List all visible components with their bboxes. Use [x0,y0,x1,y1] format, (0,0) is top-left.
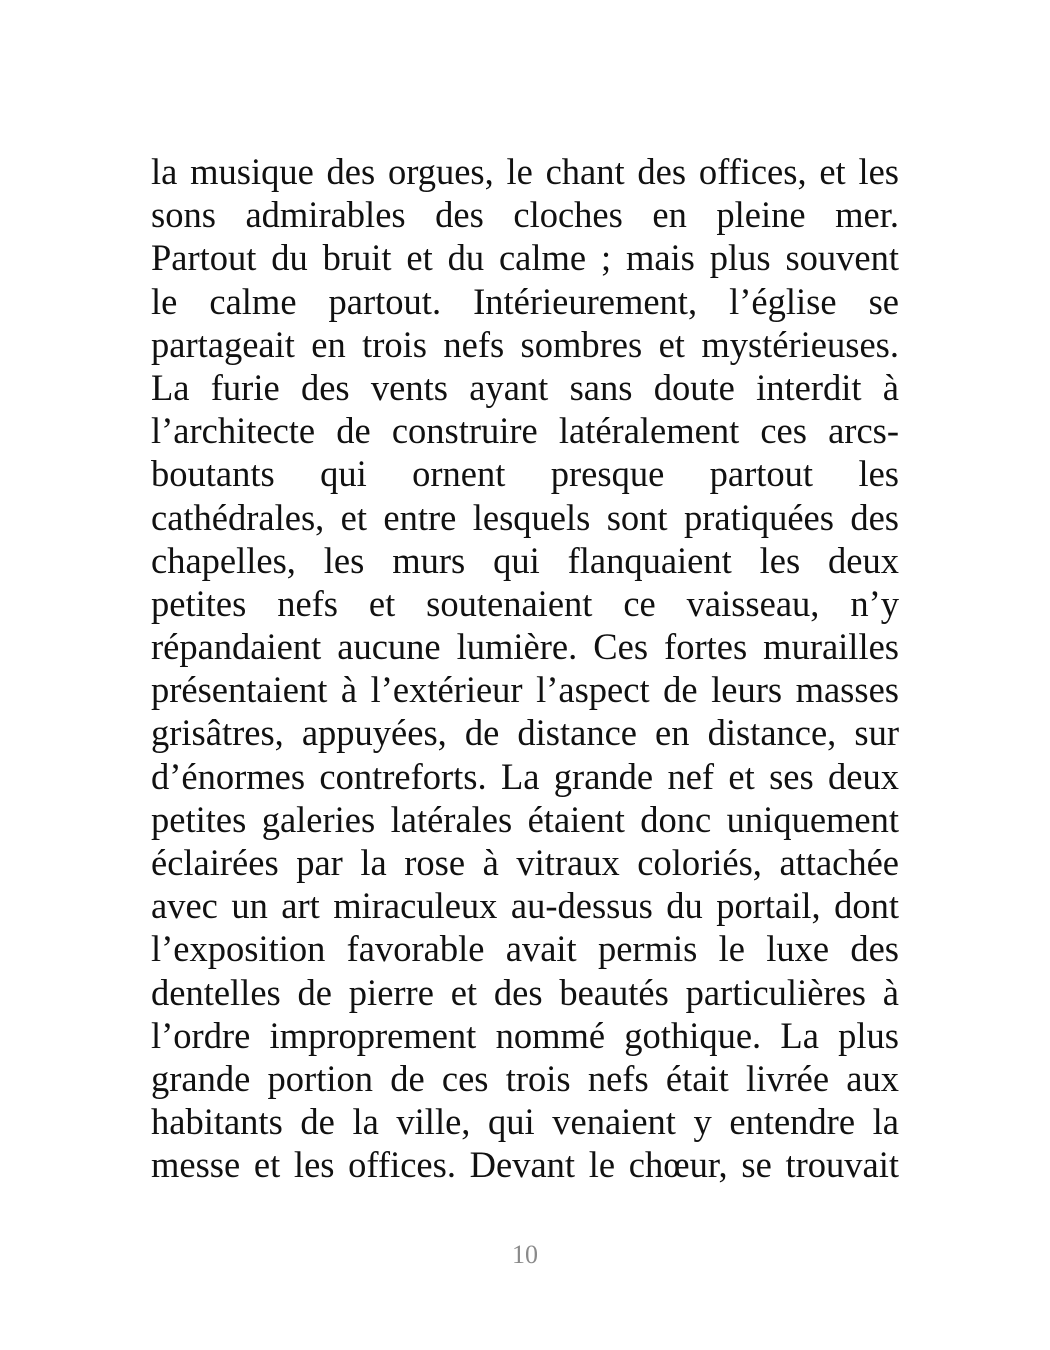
text-line: sons admirables des cloches en pleine mer. [151,194,899,236]
text-line: cathédrales, et entre lesquels sont pratiquées des [151,496,899,538]
text-line: l’exposition favorable avait permis le luxe des [151,928,899,970]
text-line: dentelles de pierre et des beautés particulières à [151,971,899,1013]
text-line: l’ordre improprement nommé gothique. La plus [151,1014,899,1056]
page-number: 10 [512,1240,538,1269]
text-line: petites galeries latérales étaient donc uniquement [151,798,899,840]
text-line: présentaient à l’extérieur l’aspect de leurs masses [151,669,899,711]
text-line: boutants qui ornent presque partout les [151,453,899,495]
text-line: petites nefs et soutenaient ce vaisseau, n’y [151,582,899,624]
text-line: chapelles, les murs qui flanquaient les deux [151,539,899,581]
text-line: le calme partout. Intérieurement, l’église se [151,280,899,322]
text-line: messe et les offices. Devant le chœur, se trouvait [151,1144,899,1186]
text-line: Partout du bruit et du calme ; mais plus souvent [151,237,899,279]
text-line: grisâtres, appuyées, de distance en distance, sur [151,712,899,754]
text-line: partageait en trois nefs sombres et mystérieuses. [151,323,899,365]
text-line: d’énormes contreforts. La grande nef et ses deux [151,755,899,797]
text-line: la musique des orgues, le chant des offices, et les [151,151,899,192]
body-text [151,150,899,1187]
text-line: répandaient aucune lumière. Ces fortes murailles [151,626,899,668]
text-line: La furie des vents ayant sans doute interdit à [151,366,899,408]
text-line: grande portion de ces trois nefs était livrée aux [151,1057,899,1099]
text-line: habitants de la ville, qui venaient y entendre la [151,1101,899,1143]
text-line: l’architecte de construire latéralement ces arcs- [151,410,899,452]
text-line: avec un art miraculeux au-dessus du portail, dont [151,885,899,927]
text-line: éclairées par la rose à vitraux coloriés, attachée [151,842,899,883]
